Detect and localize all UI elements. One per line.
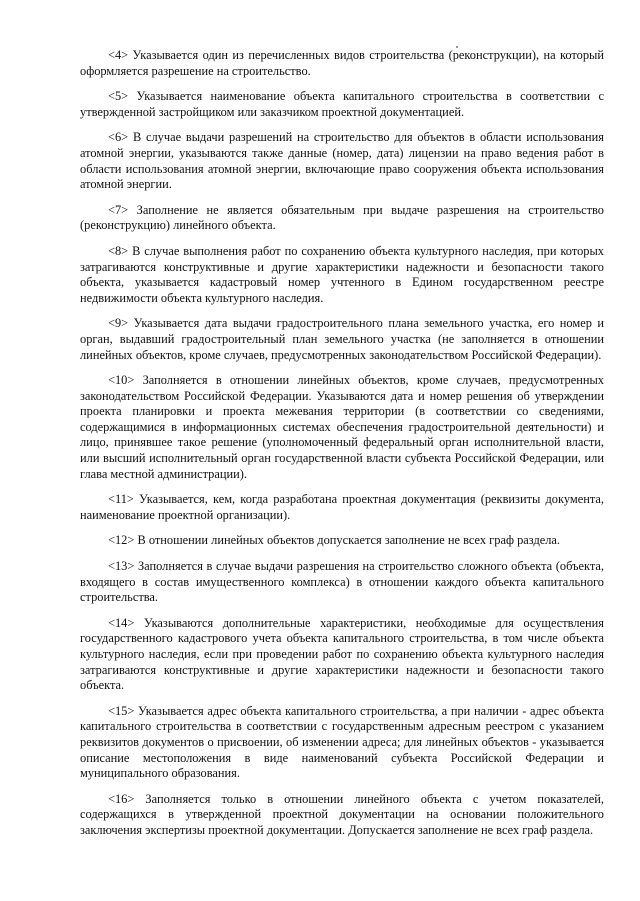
footnote-14: <14> Указываются дополнительные характеристики, необходимые для осуществления государственного кадастрового учета объекта капитального строительства, в том числе объекта культурного наследия, если при проведении работ по сохранению объекта культурного наследия затрагиваются конструктивные и другие характеристики надежности и безопасности такого объекта. (80, 615, 604, 693)
footnote-9: <9> Указывается дата выдачи градостроительного плана земельного участка, его номер и орган, выдавший градостроительный план земельного участка (не заполняется в отношении линейных объектов, кроме случаев, предусмотренных законодательством Российской Федерации). (80, 316, 604, 362)
footnote-6: <6> В случае выдачи разрешений на строительство для объектов в области использования атомной энергии, указываются также данные (номер, дата) лицензии на право ведения работ в области использования атомной энергии, включающие право сооружения объекта использования атомной энергии. (80, 130, 604, 192)
footnote-7: <7> Заполнение не является обязательным при выдаче разрешения на строительство (реконструкцию) линейного объекта. (80, 202, 604, 233)
footnote-16: <16> Заполняется только в отношении линейного объекта с учетом показателей, содержащихся в утвержденной проектной документации на основании положительного заключения экспертизы проектной документации. Допускается заполнение не всех граф раздела. (80, 791, 604, 837)
footnote-8: <8> В случае выполнения работ по сохранению объекта культурного наследия, при которых затрагиваются конструктивные и другие характеристики надежности и безопасности такого объекта, указывается кадастровый номер учтенного в Едином государственном реестре недвижимости объекта культурного наследия. (80, 243, 604, 305)
footnote-10: <10> Заполняется в отношении линейных объектов, кроме случаев, предусмотренных законодательством Российской Федерации. Указываются дата и номер решения об утверждении проекта планировки и проекта межевания территории (в соответствии со сведениями, содержащимися в информационных системах обеспечения градостроительной деятельности) и лицо, принявшее такое решение (уполномоченный федеральный орган исполнительной власти, или высший исполнительный орган государственной власти субъекта Российской Федерации, или глава местной администрации). (80, 373, 604, 481)
footnote-12: <12> В отношении линейных объектов допускается заполнение не всех граф раздела. (108, 533, 561, 548)
footnote-15: <15> Указывается адрес объекта капитального строительства, а при наличии - адрес объекта капитального строительства в соответствии с государственным адресным реестром с указанием реквизитов документов о присвоении, об изменении адреса; для линейных объектов - указывается описание местоположения в виде наименований субъекта Российской Федерации и муниципального образования. (80, 703, 604, 781)
footnote-11: <11> Указывается, кем, когда разработана проектная документация (реквизиты документа, наименование проектной организации). (80, 492, 604, 522)
footnote-5: <5> Указывается наименование объекта капитального строительства в соответствии с утвержденной застройщиком или заказчиком проектной документацией. (80, 89, 604, 119)
footnote-13: <13> Заполняется в случае выдачи разрешения на строительство сложного объекта (объекта, входящего в состав имущественного комплекса) в отношении каждого объекта капитального строительства. (80, 559, 604, 605)
footnote-4: <4> Указывается один из перечисленных видов строительства (реконструкции), на который оформляется разрешение на строительство. (80, 48, 604, 78)
footnotes-page (80, 48, 604, 849)
